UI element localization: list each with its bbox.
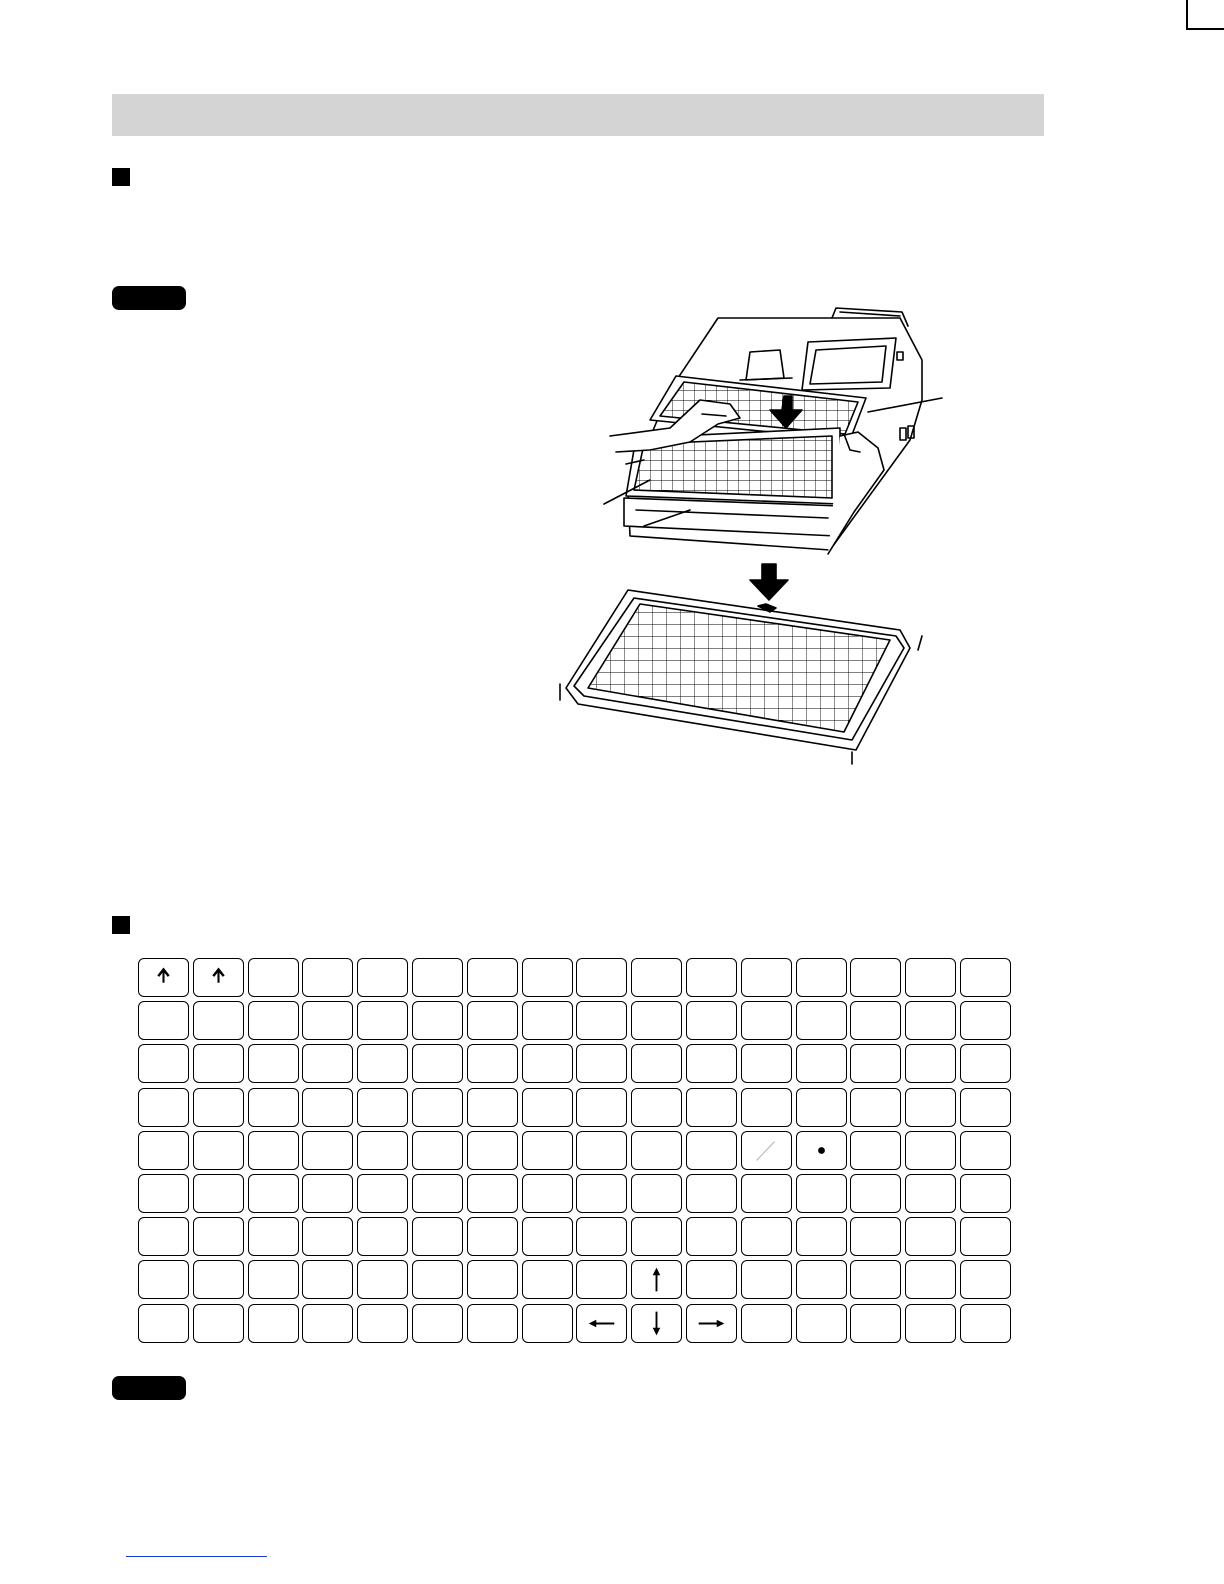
keyboard-key <box>248 1044 299 1083</box>
keyboard-key <box>138 1001 189 1040</box>
keyboard-key <box>631 1001 682 1040</box>
keyboard-sheet-illustration <box>540 300 1000 770</box>
keyboard-key <box>193 1260 244 1299</box>
keyboard-key <box>467 1304 518 1343</box>
keyboard-key <box>576 1001 627 1040</box>
footer-link[interactable] <box>126 1556 267 1557</box>
keyboard-key <box>905 958 956 997</box>
section-bullet-icon <box>112 168 130 186</box>
keyboard-key <box>193 1088 244 1127</box>
keyboard-key <box>248 1174 299 1213</box>
keyboard-key <box>686 1088 737 1127</box>
keyboard-key <box>686 958 737 997</box>
keyboard-key <box>467 958 518 997</box>
keyboard-key <box>631 958 682 997</box>
keyboard-key <box>686 1131 737 1170</box>
keyboard-key <box>193 1131 244 1170</box>
keyboard-key <box>905 1001 956 1040</box>
keyboard-key <box>357 1044 408 1083</box>
keyboard-key <box>631 1217 682 1256</box>
keyboard-key <box>248 1088 299 1127</box>
keyboard-key <box>302 1131 353 1170</box>
keyboard-key <box>741 1001 792 1040</box>
keyboard-key <box>960 1131 1011 1170</box>
keyboard-key <box>686 1217 737 1256</box>
keyboard-key <box>522 1304 573 1343</box>
keyboard-key <box>960 1304 1011 1343</box>
keyboard-key <box>138 1304 189 1343</box>
keyboard-key <box>138 1217 189 1256</box>
keyboard-key <box>302 1174 353 1213</box>
keyboard-key <box>193 1174 244 1213</box>
keyboard-key <box>631 1044 682 1083</box>
keyboard-key <box>576 1260 627 1299</box>
keyboard-key <box>522 1217 573 1256</box>
keyboard-key <box>248 1304 299 1343</box>
keyboard-key <box>302 1217 353 1256</box>
keyboard-key <box>576 1174 627 1213</box>
keyboard-key <box>686 1001 737 1040</box>
keyboard-key <box>576 1131 627 1170</box>
keyboard-key <box>412 1088 463 1127</box>
keyboard-key <box>960 1044 1011 1083</box>
keyboard-key <box>631 1174 682 1213</box>
keyboard-key <box>357 1001 408 1040</box>
keyboard-key <box>138 1088 189 1127</box>
keyboard-key <box>138 958 189 997</box>
keyboard-key <box>686 1304 737 1343</box>
keyboard-key <box>193 1001 244 1040</box>
keyboard-key <box>960 1088 1011 1127</box>
keyboard-key <box>960 958 1011 997</box>
keyboard-key <box>686 1044 737 1083</box>
keyboard-key <box>522 1001 573 1040</box>
keyboard-key <box>412 1131 463 1170</box>
keyboard-key <box>302 1304 353 1343</box>
keyboard-key <box>960 1174 1011 1213</box>
keyboard-key <box>412 1174 463 1213</box>
keyboard-key <box>796 1217 847 1256</box>
keyboard-key <box>905 1217 956 1256</box>
keyboard-key <box>576 1044 627 1083</box>
keyboard-key <box>193 1044 244 1083</box>
keyboard-key <box>138 1174 189 1213</box>
keyboard-key <box>905 1260 956 1299</box>
keyboard-key <box>412 1217 463 1256</box>
keyboard-key <box>631 1088 682 1127</box>
keyboard-key <box>850 958 901 997</box>
keyboard-key <box>631 1304 682 1343</box>
note-badge <box>112 1376 186 1400</box>
keyboard-key <box>905 1174 956 1213</box>
keyboard-key <box>522 1174 573 1213</box>
section-header-bar <box>112 94 1044 136</box>
keyboard-key <box>576 1088 627 1127</box>
keyboard-key <box>302 1260 353 1299</box>
keyboard-key <box>138 1131 189 1170</box>
keyboard-key <box>741 1174 792 1213</box>
keyboard-key <box>357 1304 408 1343</box>
note-badge <box>112 286 186 310</box>
keyboard-key <box>576 958 627 997</box>
keyboard-key <box>248 1217 299 1256</box>
keyboard-key <box>741 1131 792 1170</box>
keyboard-key <box>905 1131 956 1170</box>
keyboard-key <box>302 958 353 997</box>
keyboard-key <box>302 1001 353 1040</box>
keyboard-key <box>905 1088 956 1127</box>
keyboard-key <box>631 1131 682 1170</box>
keyboard-key <box>412 958 463 997</box>
keyboard-key <box>193 1217 244 1256</box>
keyboard-key <box>302 1088 353 1127</box>
keyboard-key <box>850 1260 901 1299</box>
keyboard-key <box>850 1304 901 1343</box>
keyboard-key <box>905 1304 956 1343</box>
keyboard-key <box>686 1260 737 1299</box>
keyboard-key <box>850 1217 901 1256</box>
keyboard-key <box>741 958 792 997</box>
keyboard-key <box>796 1174 847 1213</box>
keyboard-key <box>357 1174 408 1213</box>
keyboard-key <box>412 1044 463 1083</box>
keyboard-key <box>193 1304 244 1343</box>
keyboard-key <box>412 1001 463 1040</box>
keyboard-key <box>138 1044 189 1083</box>
keyboard-key <box>467 1260 518 1299</box>
keyboard-key <box>467 1217 518 1256</box>
keyboard-key <box>850 1001 901 1040</box>
keyboard-key <box>796 1044 847 1083</box>
keyboard-key <box>467 1088 518 1127</box>
keyboard-key <box>357 958 408 997</box>
keyboard-key <box>796 1131 847 1170</box>
keyboard-key <box>850 1174 901 1213</box>
keyboard-key <box>248 1131 299 1170</box>
keyboard-key <box>193 958 244 997</box>
keyboard-key <box>960 1260 1011 1299</box>
keyboard-key <box>302 1044 353 1083</box>
keyboard-key <box>850 1044 901 1083</box>
keyboard-key <box>522 1044 573 1083</box>
keyboard-key <box>576 1304 627 1343</box>
keyboard-key <box>138 1260 189 1299</box>
keyboard-key <box>960 1001 1011 1040</box>
keyboard-key <box>741 1088 792 1127</box>
keyboard-key <box>741 1304 792 1343</box>
keyboard-key <box>357 1217 408 1256</box>
keyboard-key <box>467 1044 518 1083</box>
keyboard-key <box>522 958 573 997</box>
keyboard-key <box>467 1131 518 1170</box>
corner-mark-vertical <box>1186 0 1188 30</box>
keyboard-key <box>796 1260 847 1299</box>
keyboard-key <box>357 1260 408 1299</box>
keyboard-key <box>522 1088 573 1127</box>
keyboard-key <box>248 1001 299 1040</box>
keyboard-key <box>357 1088 408 1127</box>
keyboard-key <box>686 1174 737 1213</box>
keyboard-key <box>467 1174 518 1213</box>
keyboard-key <box>960 1217 1011 1256</box>
keyboard-key <box>905 1044 956 1083</box>
keyboard-key <box>741 1217 792 1256</box>
keyboard-key <box>522 1260 573 1299</box>
keyboard-key <box>796 1001 847 1040</box>
keyboard-key <box>850 1131 901 1170</box>
keyboard-key <box>796 1304 847 1343</box>
keyboard-key <box>576 1217 627 1256</box>
keyboard-key <box>741 1044 792 1083</box>
keyboard-key <box>357 1131 408 1170</box>
keyboard-key <box>412 1260 463 1299</box>
section-bullet-icon <box>112 916 130 934</box>
keyboard-key <box>467 1001 518 1040</box>
keyboard-layout <box>138 958 1018 1344</box>
corner-mark-horizontal <box>1188 28 1224 30</box>
keyboard-key <box>248 958 299 997</box>
keyboard-key <box>522 1131 573 1170</box>
keyboard-key <box>796 1088 847 1127</box>
keyboard-key <box>796 958 847 997</box>
keyboard-key <box>412 1304 463 1343</box>
keyboard-key <box>248 1260 299 1299</box>
keyboard-key <box>850 1088 901 1127</box>
keyboard-key <box>741 1260 792 1299</box>
keyboard-key <box>631 1260 682 1299</box>
